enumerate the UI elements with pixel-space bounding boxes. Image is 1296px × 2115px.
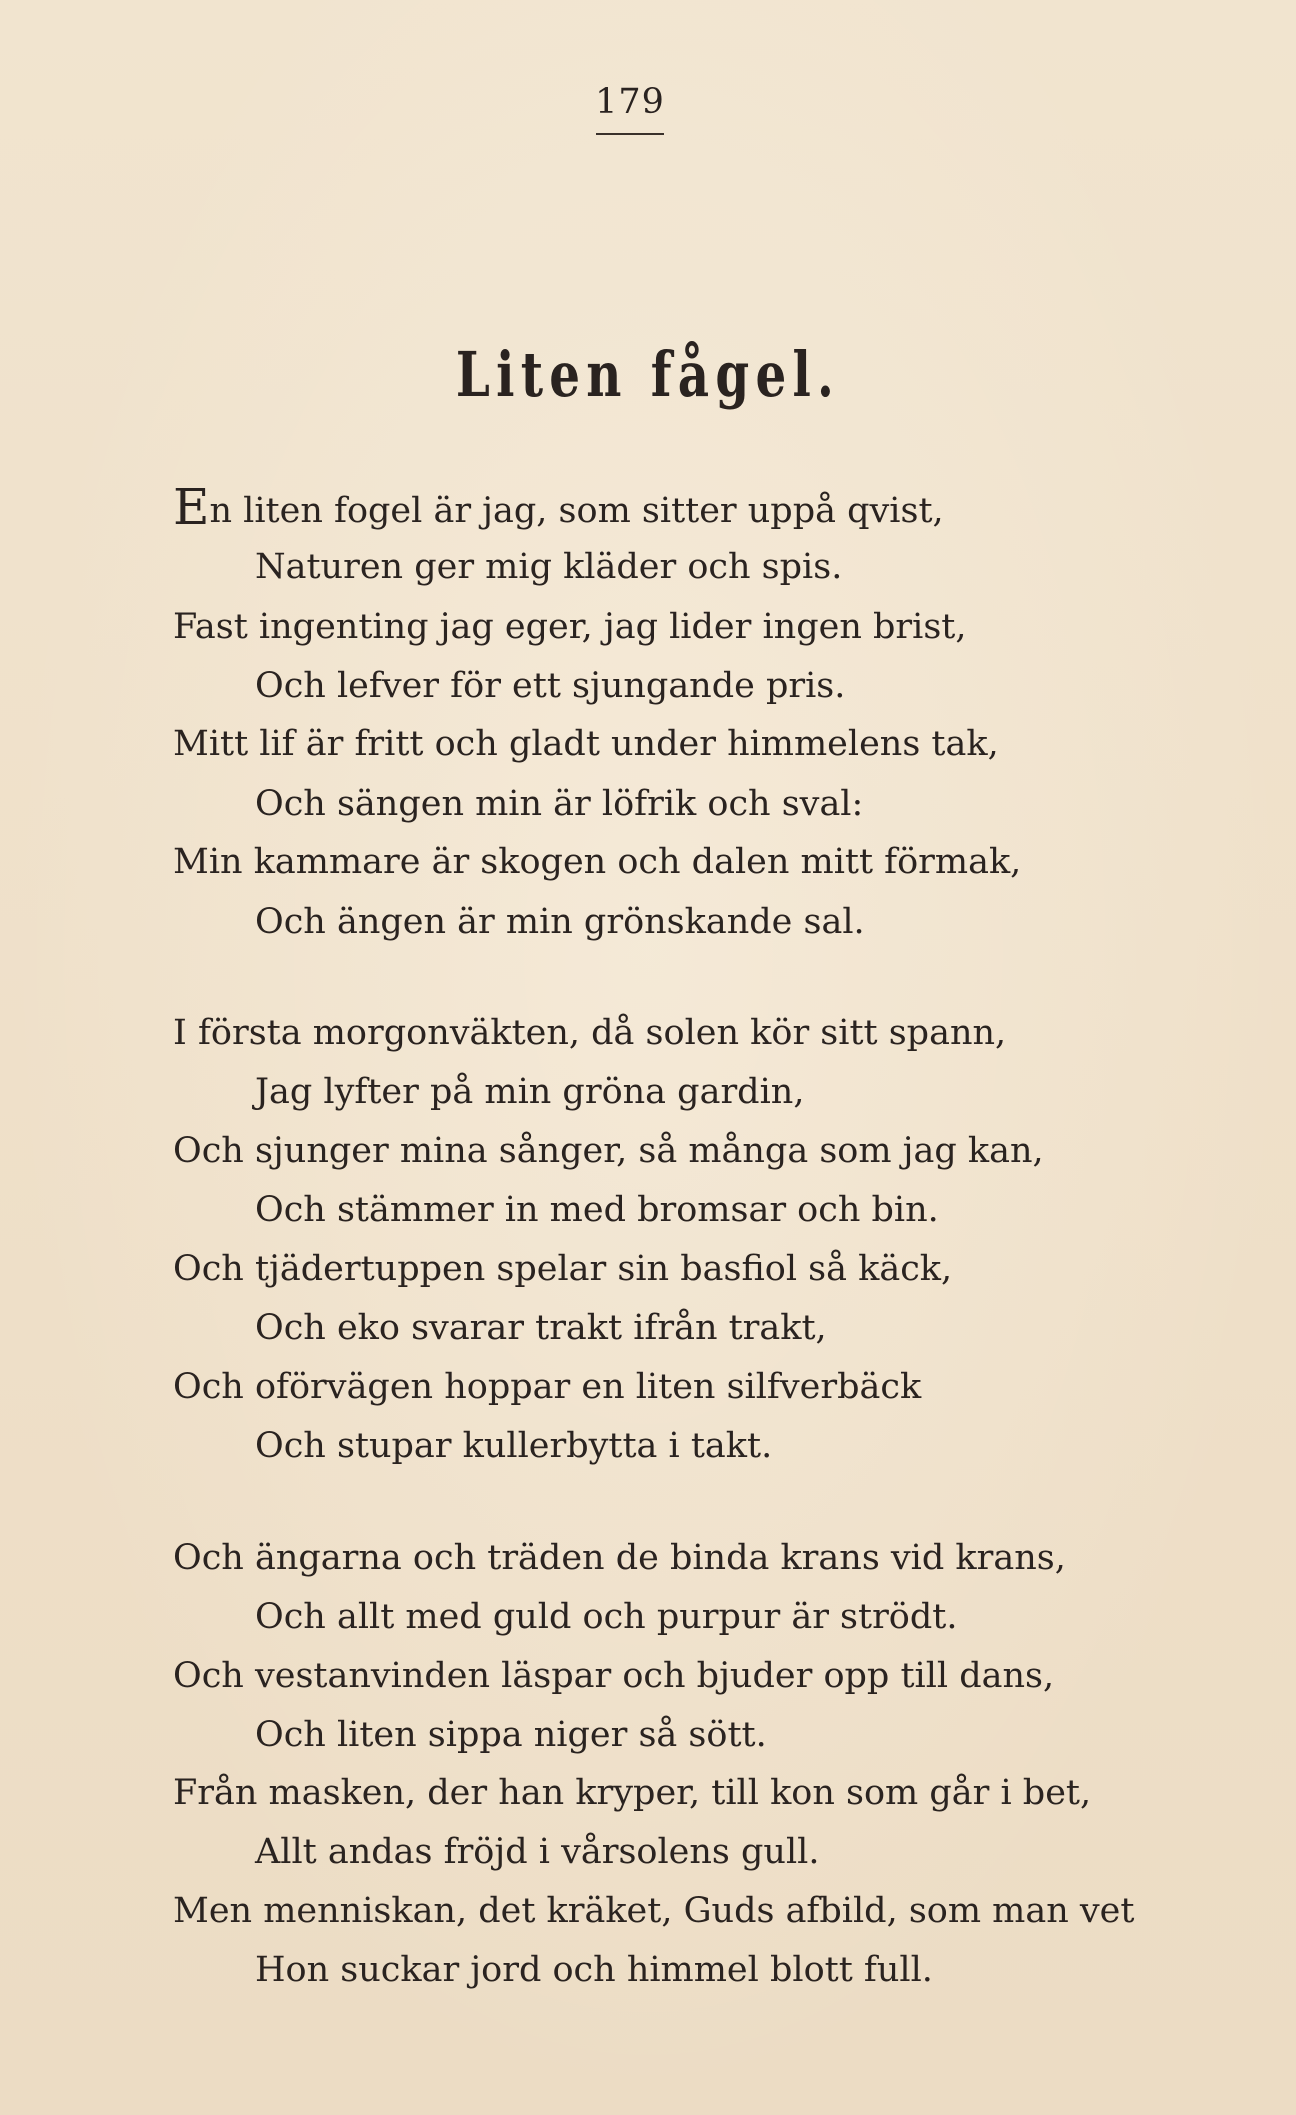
poem-line: Men menniskan, det kräket, Guds afbild, som man vet [173,1891,1135,1931]
poem-line [173,478,944,536]
poem-line: Och oförvägen hoppar en liten silfverbäck [173,1367,922,1407]
poem-line: Och liten sippa niger så sött. [255,1715,767,1755]
drop-cap: E [173,478,210,536]
page-number-rule [596,133,664,135]
poem-line: Och sjunger mina sånger, så många som jag kan, [173,1131,1044,1171]
first-line-text: n liten fogel är jag, som sitter uppå qvist, [209,491,944,531]
poem-line: Och ängarna och träden de binda krans vid krans, [173,1538,1066,1578]
poem-line: Min kammare är skogen och dalen mitt förmak, [173,842,1022,882]
poem-line: Allt andas fröjd i vårsolens gull. [255,1832,820,1872]
poem-line: Och stämmer in med bromsar och bin. [255,1190,939,1230]
poem-line: Och ängen är min grönskande sal. [255,902,865,942]
poem-line: Jag lyfter på min gröna gardin, [255,1072,805,1112]
poem-title: Liten fågel. [455,338,841,411]
poem-line: Och vestanvinden läspar och bjuder opp till dans, [173,1656,1055,1696]
page-number: 179 [595,82,665,122]
poem-line: Och sängen min är löfrik och sval: [255,784,864,824]
poem-line: Och stupar kullerbytta i takt. [255,1426,773,1466]
poem-line: Fast ingenting jag eger, jag lider ingen brist, [173,607,967,647]
poem-line: Mitt lif är fritt och gladt under himmelens tak, [173,724,999,764]
poem-line: Och eko svarar trakt ifrån trakt, [255,1308,827,1348]
poem-line: Och allt med guld och purpur är strödt. [255,1597,958,1637]
poem-line: Och lefver för ett sjungande pris. [255,666,846,706]
poem-line: I första morgonväkten, då solen kör sitt spann, [173,1013,1007,1053]
poem-line: Och tjädertuppen spelar sin basfiol så käck, [173,1249,953,1289]
poem-line: Från masken, der han kryper, till kon som går i bet, [173,1773,1092,1813]
poem-line: Naturen ger mig kläder och spis. [255,547,843,587]
poem-line: Hon suckar jord och himmel blott full. [255,1950,933,1990]
